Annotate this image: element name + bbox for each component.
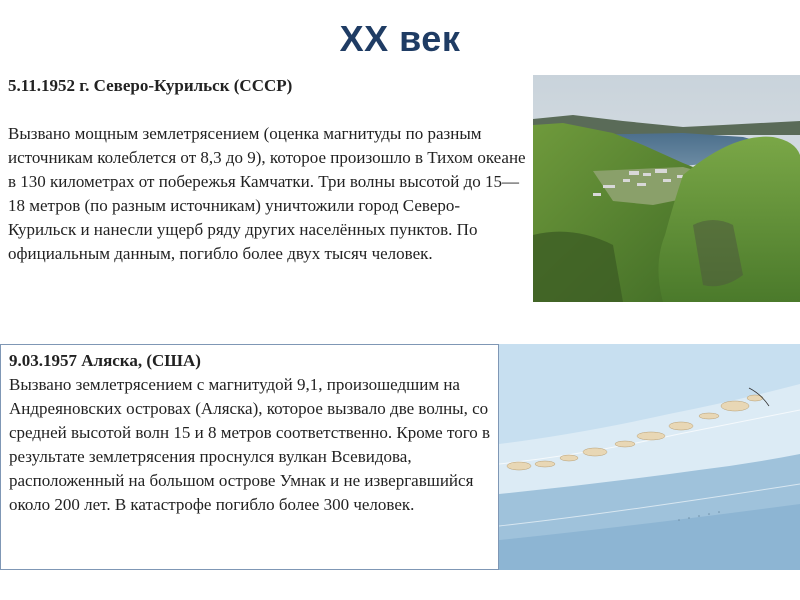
event-2-text-block — [0, 344, 499, 570]
bathymetric-map-image — [499, 344, 800, 570]
severo-kurilsk-photo — [533, 75, 800, 302]
event-1-text-block — [8, 74, 528, 266]
aleutian-islands-map — [499, 344, 800, 570]
slide-title: XX век — [339, 18, 461, 59]
event-2-body: Вызвано землетрясением с магнитудой 9,1, произошедшим на Андреяновских островах (Аляска), которое вызвало две волны, со средней высотой волн 15 и 8 метров соответственно. Кроме того в результате землетрясения проснулся вулкан Всевидова, расположенный на большом острове Умнак и не извергавшийся около 200 лет. В катастрофе погибло более 300 человек. — [9, 375, 491, 514]
landscape-image — [533, 75, 800, 302]
event-1-body: Вызвано мощным землетрясением (оценка магнитуды по разным источникам колеблется от 8,3 до 9), которое произошло в Тихом океане в 130 километрах от побережья Камчатки. Три волны высотой до 15—18 метров (по разным источникам) уничтожили город Северо-Курильск и нанесли ущерб ряду других населённых пунктов. По официальным данным, погибло более двух тысяч человек. — [8, 124, 526, 263]
event-2-heading: 9.03.1957 Аляска, (США) — [9, 351, 201, 370]
event-1-heading: 5.11.1952 г. Северо-Курильск (СССР) — [8, 76, 293, 95]
